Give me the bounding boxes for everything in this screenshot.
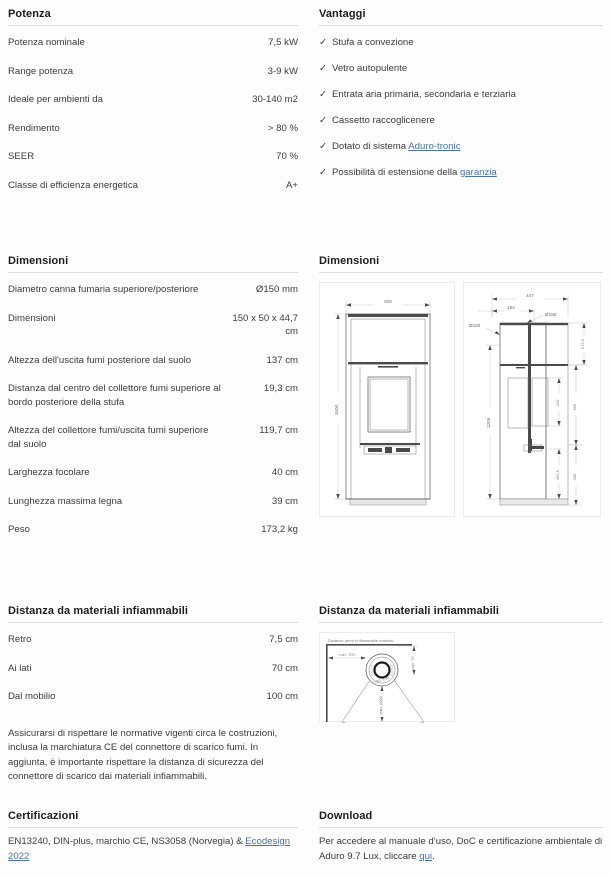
download-tail: . <box>432 850 435 862</box>
list-item <box>319 29 603 55</box>
spec-label: Larghezza focolare <box>8 467 90 478</box>
check-icon: ✓ <box>319 89 327 100</box>
benefit-text: Vetro autopulente <box>331 63 408 74</box>
list-item <box>319 81 603 107</box>
spec-value: 30-140 m2 <box>252 94 298 105</box>
list-item <box>319 55 603 81</box>
section-title-distanza: Distanza da materiali infiammabili <box>8 605 298 623</box>
dim-right: min. 75 <box>410 656 415 670</box>
spec-label: Rendimento <box>8 122 60 134</box>
spec-value: 119,7 cm <box>259 425 298 436</box>
spec-list-dimensioni <box>8 275 298 544</box>
spec-value: > 80 % <box>267 122 298 134</box>
spec-label: Classe di efficienza energetica <box>8 179 138 191</box>
dim-flue-top: Ø150 <box>545 312 557 317</box>
dim-front-height: 1500 <box>334 404 339 416</box>
spec-value: 70 cm <box>271 662 298 674</box>
dim-flue-rear: Ø150 <box>469 323 481 328</box>
table-row <box>8 625 298 654</box>
table-row <box>8 487 298 516</box>
table-row <box>8 85 298 114</box>
dim-side-offset: 193 <box>507 305 515 310</box>
benefit-text: Cassetto raccoglicenere <box>331 115 435 126</box>
section-dimensioni-drawing <box>311 255 611 544</box>
list-item <box>319 107 603 133</box>
dim-bottom: min. 1000 <box>378 696 383 714</box>
section-vantaggi <box>311 8 611 199</box>
table-row <box>8 346 298 375</box>
dim-side-mid-b: 655 <box>572 403 577 411</box>
table-row <box>8 515 298 544</box>
section-download <box>311 810 611 864</box>
section-title-dimensioni-drawing: Dimensioni <box>319 255 603 273</box>
section-potenza <box>0 8 310 199</box>
dim-side-total-width: 447 <box>526 293 534 298</box>
spec-list-distanza <box>8 625 298 711</box>
section-dimensioni <box>0 255 310 544</box>
section-title-vantaggi: Vantaggi <box>319 8 603 26</box>
spec-label: Peso <box>8 524 30 535</box>
link-ecodesign[interactable]: Ecodesign 2022 <box>8 836 291 862</box>
spec-list-potenza <box>8 28 298 199</box>
spec-value: 7,5 kW <box>268 37 298 48</box>
spec-value: A+ <box>285 179 298 191</box>
section-title-certificazioni: Certificazioni <box>8 810 298 828</box>
section-title-distanza-drawing: Distanza da materiali infiammabili <box>319 605 603 623</box>
spec-label: Lunghezza massima legna <box>8 495 123 507</box>
drawing-front-view <box>319 282 455 517</box>
spec-value: 137 cm <box>266 354 298 366</box>
link-qui[interactable]: qui <box>419 850 433 862</box>
drawing-caption: Distance (mm) to flammable material <box>328 638 394 643</box>
spec-value: 3-9 kW <box>267 65 298 77</box>
certificazioni-text <box>8 835 293 864</box>
benefit-text: Entrata aria primaria, secondaria e terziaria <box>331 89 516 100</box>
check-icon: ✓ <box>319 141 327 152</box>
spec-value: 70 % <box>276 151 298 162</box>
spec-value: 173,2 kg <box>261 524 298 535</box>
section-title-potenza: Potenza <box>8 8 298 26</box>
spec-value: Ø150 mm <box>255 284 298 295</box>
spec-label: Ideale per ambienti da <box>8 94 103 105</box>
list-item <box>319 133 603 159</box>
dim-side-low-b: 508 <box>572 473 577 481</box>
spec-label: Altezza dell'uscita fumi posteriore dal suolo <box>8 354 192 366</box>
spec-value: 19,3 cm <box>263 383 298 394</box>
spec-label: Potenza nominale <box>8 37 85 48</box>
spec-label: Range potenza <box>8 65 74 77</box>
drawing-side-view <box>463 282 601 517</box>
drawing-clearance-top-view <box>319 632 455 722</box>
spec-label: Altezza del collettore fumi/uscita fumi superiore dal suolo <box>8 425 209 450</box>
benefit-text: Possibilità di estensione della <box>331 167 460 178</box>
certificazioni-body: EN13240, DIN-plus, marchio CE, NS3058 (Norvegia) & <box>8 836 246 847</box>
spec-value: 39 cm <box>271 495 298 507</box>
table-row <box>8 114 298 143</box>
safety-note: Assicurarsi di rispettare le normative vigenti circa le costruzioni, inclusa la marchiatura CE del connettore di scarico fumi. In aggiunta, è importante rispettare la distanza di sicurezza del connettore di scarico dai materiali infiammabili. <box>8 727 278 782</box>
table-row <box>8 28 298 57</box>
check-icon: ✓ <box>319 167 327 178</box>
spec-label: SEER <box>8 151 35 162</box>
spec-label: Ai lati <box>8 662 32 674</box>
section-title-dimensioni: Dimensioni <box>8 255 298 273</box>
check-icon: ✓ <box>319 37 327 48</box>
section-title-download: Download <box>319 810 603 828</box>
spec-label: Dal mobilio <box>8 691 56 702</box>
section-distanza <box>0 605 310 785</box>
table-row <box>8 682 298 711</box>
section-distanza-drawing <box>311 605 611 785</box>
table-row <box>8 374 298 416</box>
spec-value: 40 cm <box>271 467 298 478</box>
dim-side-top-segment: 273,5 <box>580 338 585 350</box>
dim-front-width: 500 <box>384 299 392 304</box>
table-row <box>8 275 298 304</box>
table-row <box>8 142 298 171</box>
dim-left: min. 700 <box>339 652 355 657</box>
spec-label: Retro <box>8 634 32 645</box>
list-item <box>319 159 603 185</box>
table-row <box>8 416 298 458</box>
spec-value: 7,5 cm <box>269 634 298 645</box>
spec-value: 150 x 50 x 44,7 cm <box>232 312 298 337</box>
dim-ring: min. 150 <box>373 674 390 685</box>
table-row <box>8 57 298 86</box>
spec-value: 100 cm <box>266 691 298 702</box>
table-row <box>8 304 298 346</box>
table-row <box>8 458 298 487</box>
benefit-list <box>319 29 603 185</box>
check-icon: ✓ <box>319 63 327 74</box>
download-text <box>319 835 603 864</box>
table-row <box>8 654 298 683</box>
benefit-text: Stufa a convezione <box>331 37 414 48</box>
dim-side-low-a: 492,5 <box>555 469 560 481</box>
check-icon: ✓ <box>319 115 327 126</box>
link-aduro-tronic[interactable]: Aduro-tronic <box>408 141 461 152</box>
download-body: Per accedere al manuale d’uso, DoC e certificazione ambientale di Aduro 9.7 Lux, cliccare <box>319 836 603 862</box>
dim-side-mid-a: 410 <box>555 399 560 407</box>
section-certificazioni <box>0 810 310 864</box>
spec-label: Distanza dal centro del collettore fumi superiore al bordo posteriore della stufa <box>8 383 221 408</box>
table-row <box>8 171 298 200</box>
link-garanzia[interactable]: garanzia <box>459 167 497 178</box>
spec-label: Dimensioni <box>8 312 56 324</box>
dim-side-height-total: 1309 <box>486 417 491 429</box>
spec-label: Diametro canna fumaria superiore/posteriore <box>8 284 199 295</box>
benefit-text: Dotato di sistema <box>331 141 409 152</box>
